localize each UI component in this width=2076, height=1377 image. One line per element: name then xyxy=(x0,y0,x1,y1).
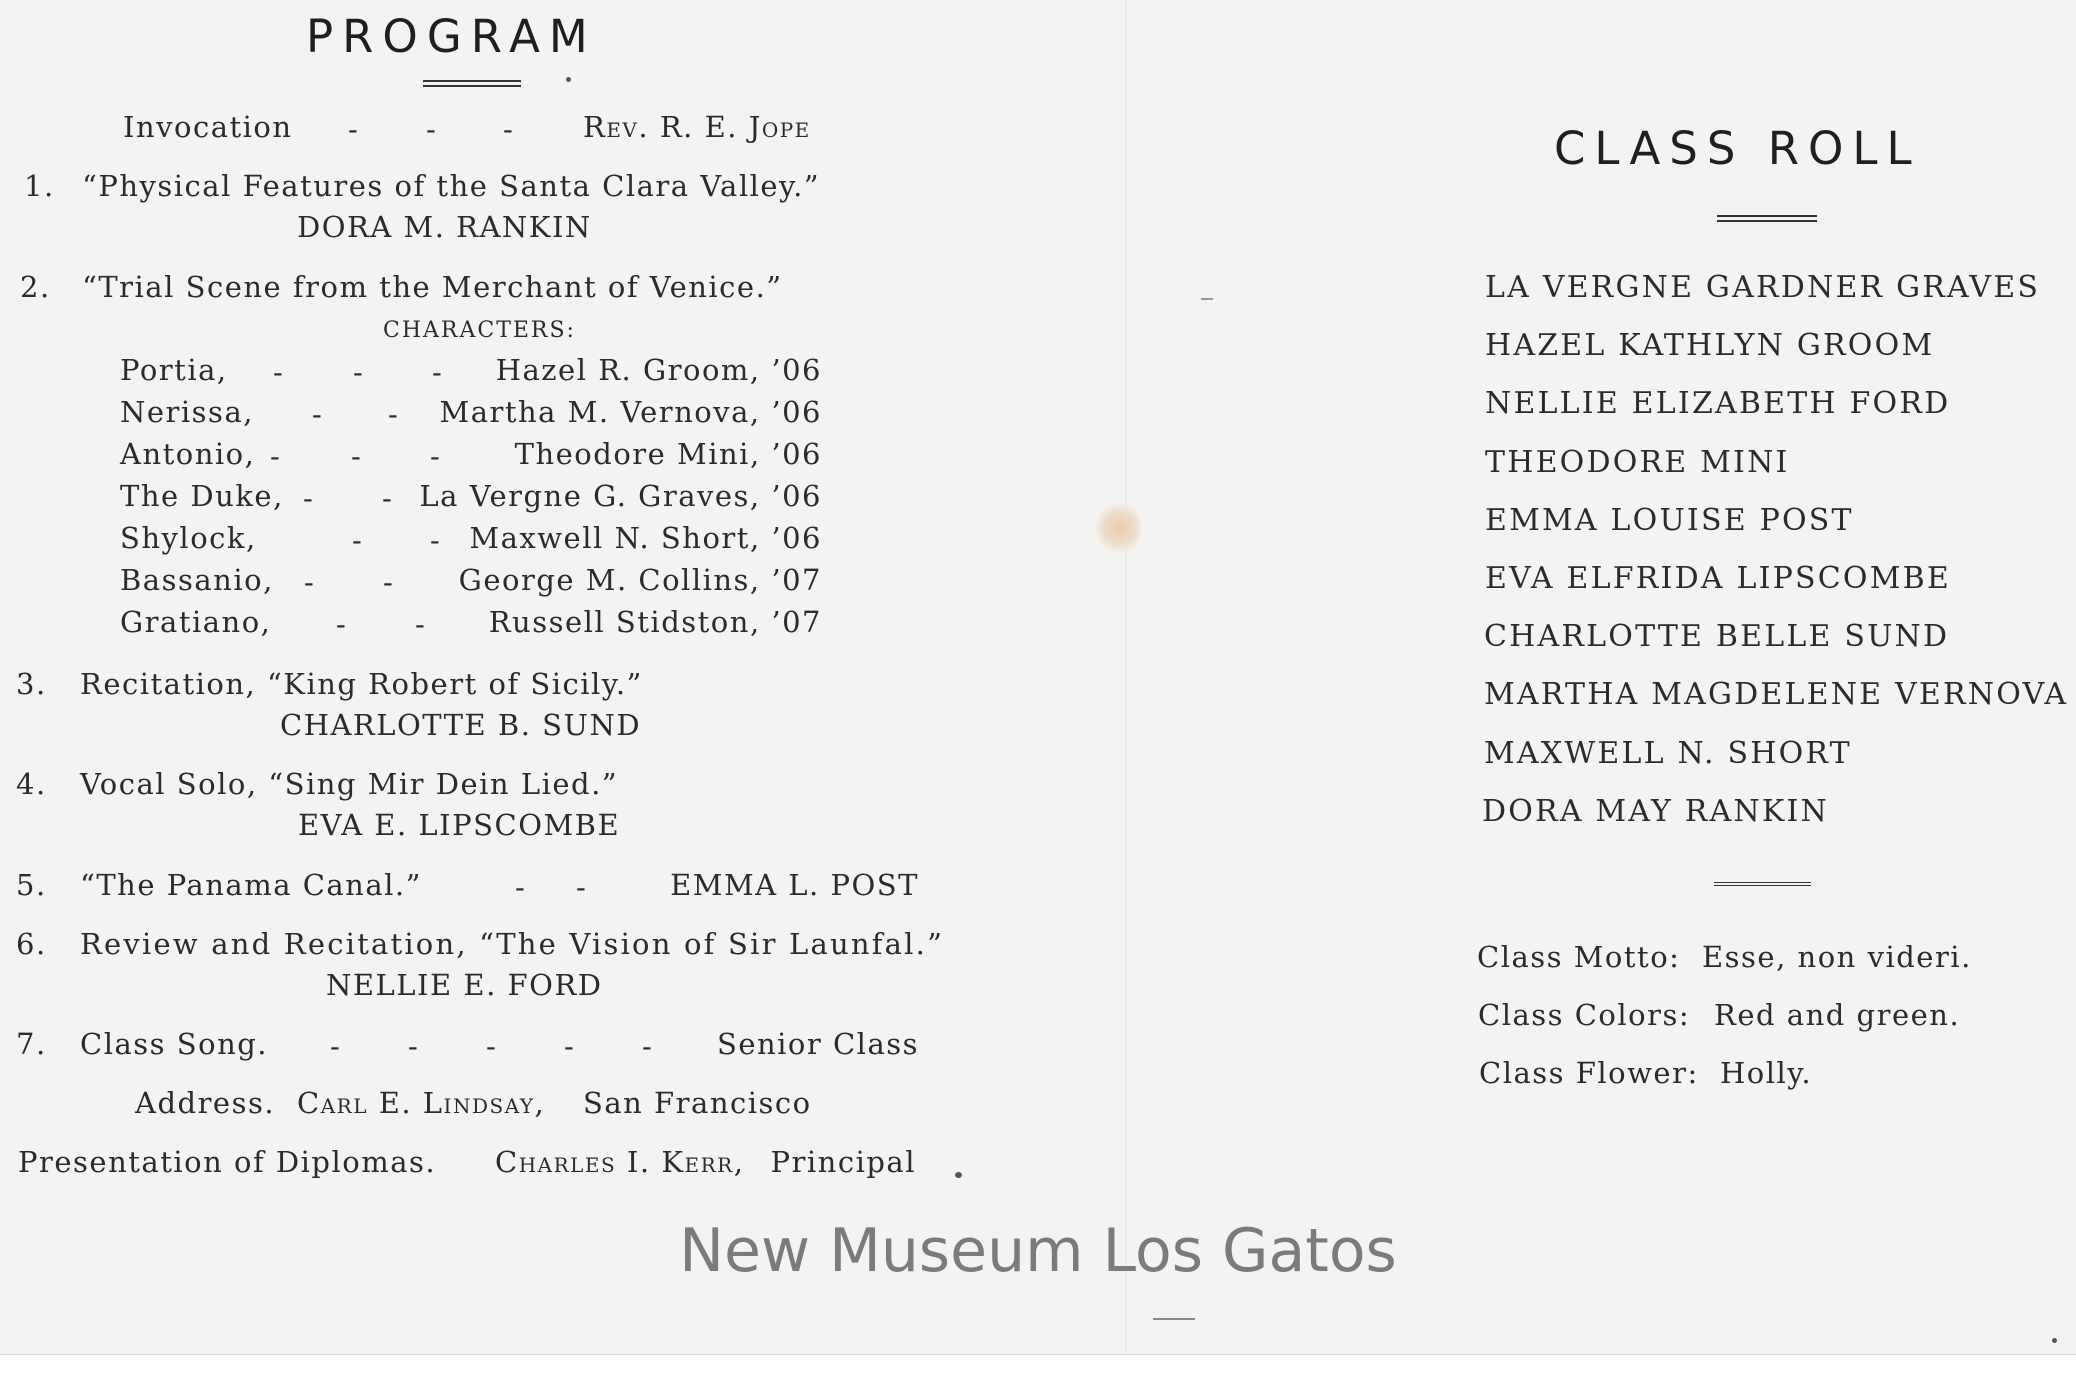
class-roll-name: DORA MAY RANKIN xyxy=(1482,794,1829,829)
item-number: 6. xyxy=(16,927,47,961)
character-role: Shylock, xyxy=(120,521,257,555)
character-role: Nerissa, xyxy=(120,395,254,429)
class-roll-name: MAXWELL N. SHORT xyxy=(1484,736,1852,771)
ink-speck xyxy=(1201,298,1213,300)
address-speaker: Carl E. Lindsay, xyxy=(297,1086,546,1120)
dash-separator: - xyxy=(415,607,425,641)
item-title: Vocal Solo, “Sing Mir Dein Lied.” xyxy=(80,767,619,801)
class-roll-title-rule xyxy=(1717,215,1817,222)
class-roll-name: NELLIE ELIZABETH FORD xyxy=(1485,386,1951,421)
paper-stain xyxy=(1096,502,1142,554)
dash-separator: - xyxy=(336,607,346,641)
page-bottom-edge xyxy=(0,1354,2076,1377)
character-role: Bassanio, xyxy=(120,563,274,597)
ink-speck xyxy=(2052,1338,2057,1343)
dash-separator: - xyxy=(564,1029,574,1063)
item-performer: CHARLOTTE B. SUND xyxy=(280,708,642,742)
character-actor: Hazel R. Groom, ’06 xyxy=(495,353,822,387)
invocation-label: Invocation xyxy=(123,110,293,144)
dash-separator: - xyxy=(351,439,361,473)
character-role: Antonio, xyxy=(120,437,256,471)
item-title: Review and Recitation, “The Vision of Sir Launfal.” xyxy=(80,927,945,961)
class-motto-label: Class Motto: xyxy=(1477,940,1681,974)
character-role: Portia, xyxy=(120,353,228,387)
dash-separator: - xyxy=(352,523,362,557)
dash-separator: - xyxy=(426,112,436,146)
class-roll-title: CLASS ROLL xyxy=(1554,122,1921,175)
dash-separator: - xyxy=(642,1029,652,1063)
character-actor: Theodore Mini, ’06 xyxy=(514,437,822,471)
dash-separator: - xyxy=(486,1029,496,1063)
dash-separator: - xyxy=(515,870,525,904)
character-role: The Duke, xyxy=(120,479,284,513)
dash-separator: - xyxy=(270,439,280,473)
class-roll-name: HAZEL KATHLYN GROOM xyxy=(1485,328,1935,363)
dash-separator: - xyxy=(312,397,322,431)
dash-separator: - xyxy=(303,481,313,515)
class-roll-divider xyxy=(1714,882,1811,886)
item-number: 3. xyxy=(16,667,47,701)
center-fold xyxy=(1125,0,1127,1354)
address-place: San Francisco xyxy=(583,1086,812,1120)
dash-separator: - xyxy=(430,439,440,473)
item-performer: DORA M. RANKIN xyxy=(297,210,592,244)
characters-label: CHARACTERS: xyxy=(383,318,576,343)
item-title: “Trial Scene from the Merchant of Venice.” xyxy=(82,270,783,304)
dash-separator: - xyxy=(388,397,398,431)
dash-separator: - xyxy=(273,355,283,389)
item-number: 7. xyxy=(16,1027,47,1061)
diplomas-label: Presentation of Diplomas. xyxy=(18,1145,437,1179)
character-role: Gratiano, xyxy=(120,605,272,639)
character-actor: Martha M. Vernova, ’06 xyxy=(439,395,822,429)
character-actor: La Vergne G. Graves, ’06 xyxy=(419,479,822,513)
ink-speck xyxy=(1153,1318,1195,1320)
dash-separator: - xyxy=(330,1029,340,1063)
item-number: 2. xyxy=(20,270,51,304)
dash-separator: - xyxy=(353,355,363,389)
item-performer: Senior Class xyxy=(716,1027,919,1061)
class-roll-name: EVA ELFRIDA LIPSCOMBE xyxy=(1485,561,1951,596)
class-roll-name: EMMA LOUISE POST xyxy=(1485,503,1854,538)
item-performer: EVA E. LIPSCOMBE xyxy=(298,808,621,842)
class-colors-label: Class Colors: xyxy=(1478,998,1691,1032)
item-title: Recitation, “King Robert of Sicily.” xyxy=(80,667,643,701)
museum-watermark: New Museum Los Gatos xyxy=(679,1216,1397,1286)
dash-separator: - xyxy=(408,1029,418,1063)
dash-separator: - xyxy=(348,112,358,146)
dash-separator: - xyxy=(576,870,586,904)
character-actor: George M. Collins, ’07 xyxy=(458,563,822,597)
diplomas-role: Principal xyxy=(770,1145,916,1179)
ink-speck xyxy=(566,77,571,82)
dash-separator: - xyxy=(432,355,442,389)
program-title: PROGRAM xyxy=(306,10,597,63)
item-number: 1. xyxy=(24,169,55,203)
dash-separator: - xyxy=(383,565,393,599)
program-title-rule xyxy=(423,80,521,87)
character-actor: Russell Stidston, ’07 xyxy=(488,605,822,639)
character-actor: Maxwell N. Short, ’06 xyxy=(469,521,822,555)
dash-separator: - xyxy=(430,523,440,557)
dash-separator: - xyxy=(503,112,513,146)
ink-speck xyxy=(955,1172,962,1178)
item-number: 4. xyxy=(16,767,47,801)
item-title: “The Panama Canal.” xyxy=(80,868,422,902)
item-number: 5. xyxy=(16,868,47,902)
class-colors-value: Red and green. xyxy=(1714,998,1961,1032)
dash-separator: - xyxy=(304,565,314,599)
class-roll-name: THEODORE MINI xyxy=(1485,445,1790,480)
diplomas-speaker: Charles I. Kerr, xyxy=(495,1145,745,1179)
class-roll-name: LA VERGNE GARDNER GRAVES xyxy=(1485,270,2041,305)
invocation-speaker: Rev. R. E. Jope xyxy=(583,110,811,144)
class-flower-label: Class Flower: xyxy=(1479,1056,1699,1090)
class-motto-value: Esse, non videri. xyxy=(1702,940,1972,974)
address-label: Address. xyxy=(135,1086,276,1120)
dash-separator: - xyxy=(382,481,392,515)
item-title: Class Song. xyxy=(80,1027,269,1061)
class-roll-name: CHARLOTTE BELLE SUND xyxy=(1484,619,1950,654)
item-title: “Physical Features of the Santa Clara Valley.” xyxy=(82,169,821,203)
class-flower-value: Holly. xyxy=(1720,1056,1813,1090)
item-performer: NELLIE E. FORD xyxy=(326,968,603,1002)
class-roll-name: MARTHA MAGDELENE VERNOVA xyxy=(1484,677,2069,712)
item-performer: EMMA L. POST xyxy=(670,868,919,902)
